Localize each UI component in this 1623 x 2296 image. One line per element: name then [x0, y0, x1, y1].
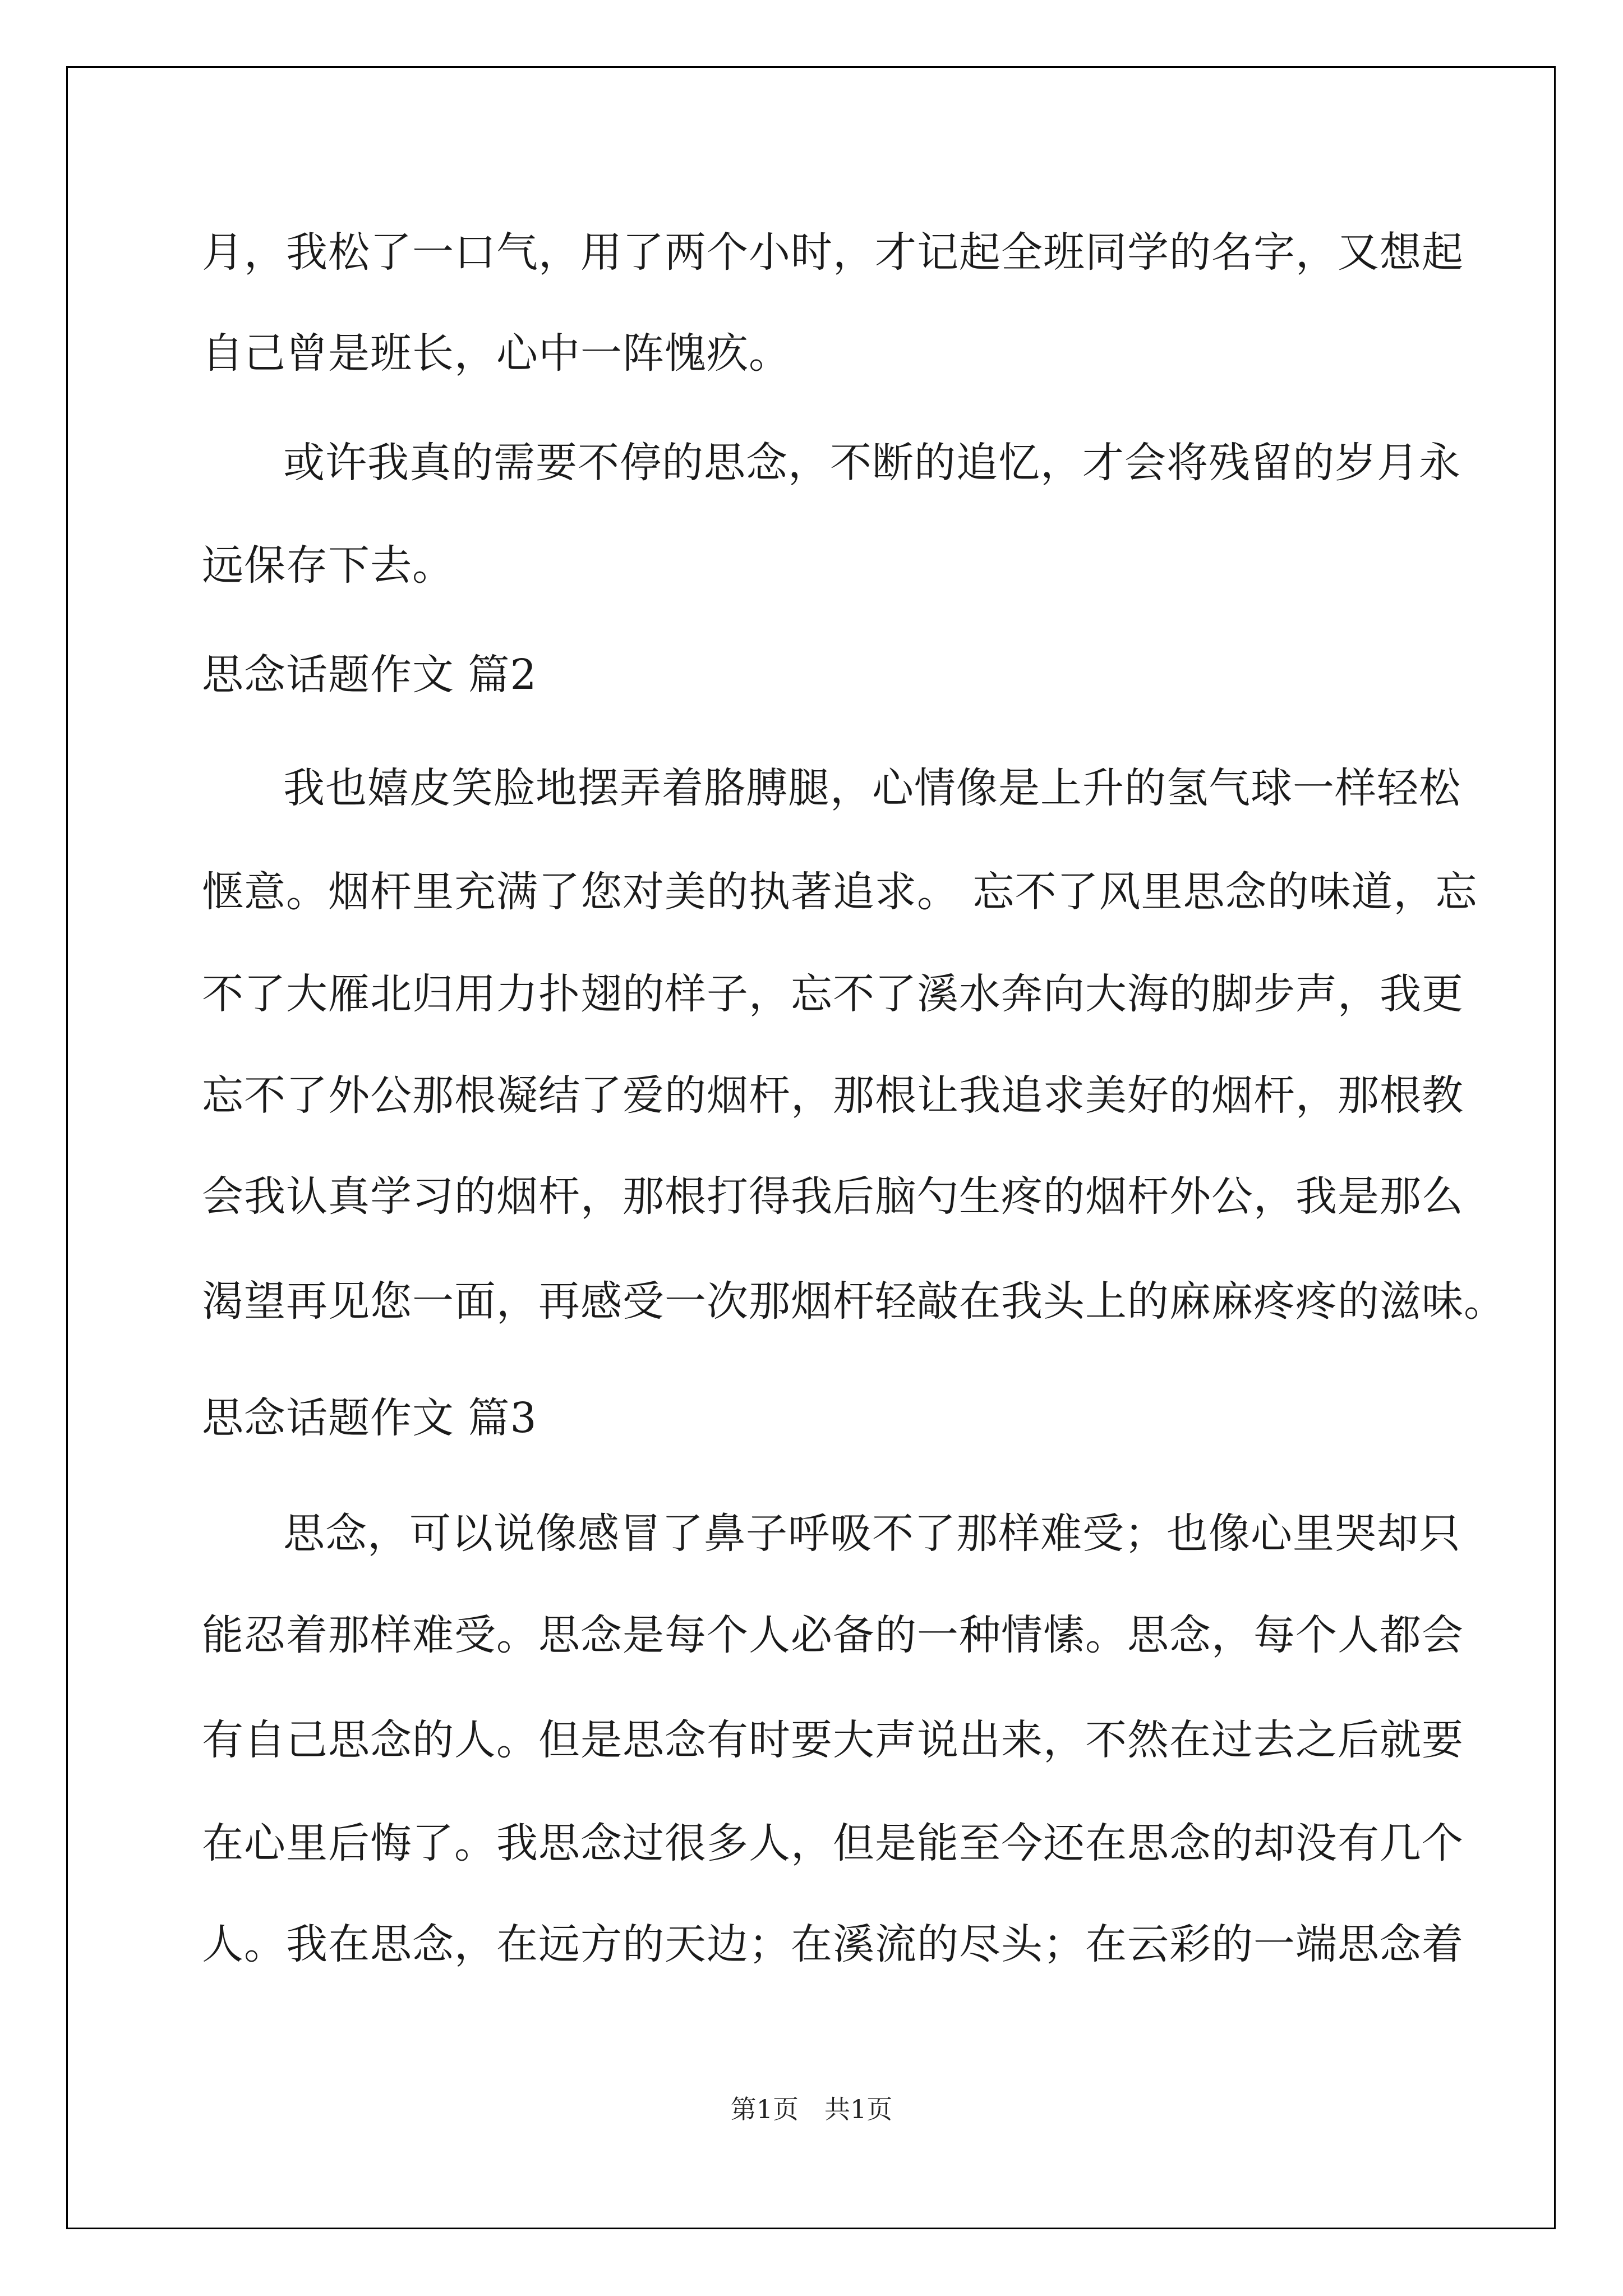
- page-border: [66, 66, 1556, 2229]
- paragraph-line-13: 有自己思念的人。但是思念有时要大声说出来，不然在过去之后就要: [202, 1716, 1464, 1764]
- paragraph-line-4: 远保存下去。: [202, 541, 454, 590]
- paragraph-line-8: 忘不了外公那根凝结了爱的烟杆，那根让我追求美好的烟杆，那根教: [202, 1071, 1464, 1120]
- paragraph-line-9: 会我认真学习的烟杆，那根打得我后脑勺生疼的烟杆外公，我是那么: [202, 1172, 1464, 1221]
- paragraph-line-2: 自己曾是班长，心中一阵愧疚。: [202, 329, 791, 378]
- paragraph-line-10: 渴望再见您一面，再感受一次那烟杆轻敲在我头上的麻麻疼疼的滋味。: [202, 1277, 1506, 1326]
- section-heading-3: 思念话题作文 篇3: [202, 1394, 537, 1442]
- paragraph-line-1: 月，我松了一口气，用了两个小时，才记起全班同学的名字，又想起: [202, 228, 1464, 277]
- paragraph-line-6: 惬意。烟杆里充满了您对美的执著追求。 忘不了风里思念的味道，忘: [202, 868, 1478, 916]
- section-heading-2: 思念话题作文 篇2: [202, 651, 537, 699]
- paragraph-line-12: 能忍着那样难受。思念是每个人必备的一种情愫。思念，每个人都会: [202, 1611, 1464, 1659]
- paragraph-line-5: 我也嬉皮笑脸地摆弄着胳膊腿，心情像是上升的氢气球一样轻松: [283, 764, 1461, 812]
- page-number-footer: 第1页 共1页: [730, 2094, 893, 2124]
- paragraph-line-11: 思念，可以说像感冒了鼻子呼吸不了那样难受；也像心里哭却只: [283, 1510, 1461, 1558]
- paragraph-line-3: 或许我真的需要不停的思念，不断的追忆，才会将残留的岁月永: [283, 439, 1461, 487]
- paragraph-line-14: 在心里后悔了。我思念过很多人，但是能至今还在思念的却没有几个: [202, 1819, 1464, 1867]
- paragraph-line-7: 不了大雁北归用力扑翅的样子，忘不了溪水奔向大海的脚步声，我更: [202, 970, 1464, 1018]
- paragraph-line-15: 人。我在思念，在远方的天边；在溪流的尽头；在云彩的一端思念着: [202, 1920, 1464, 1968]
